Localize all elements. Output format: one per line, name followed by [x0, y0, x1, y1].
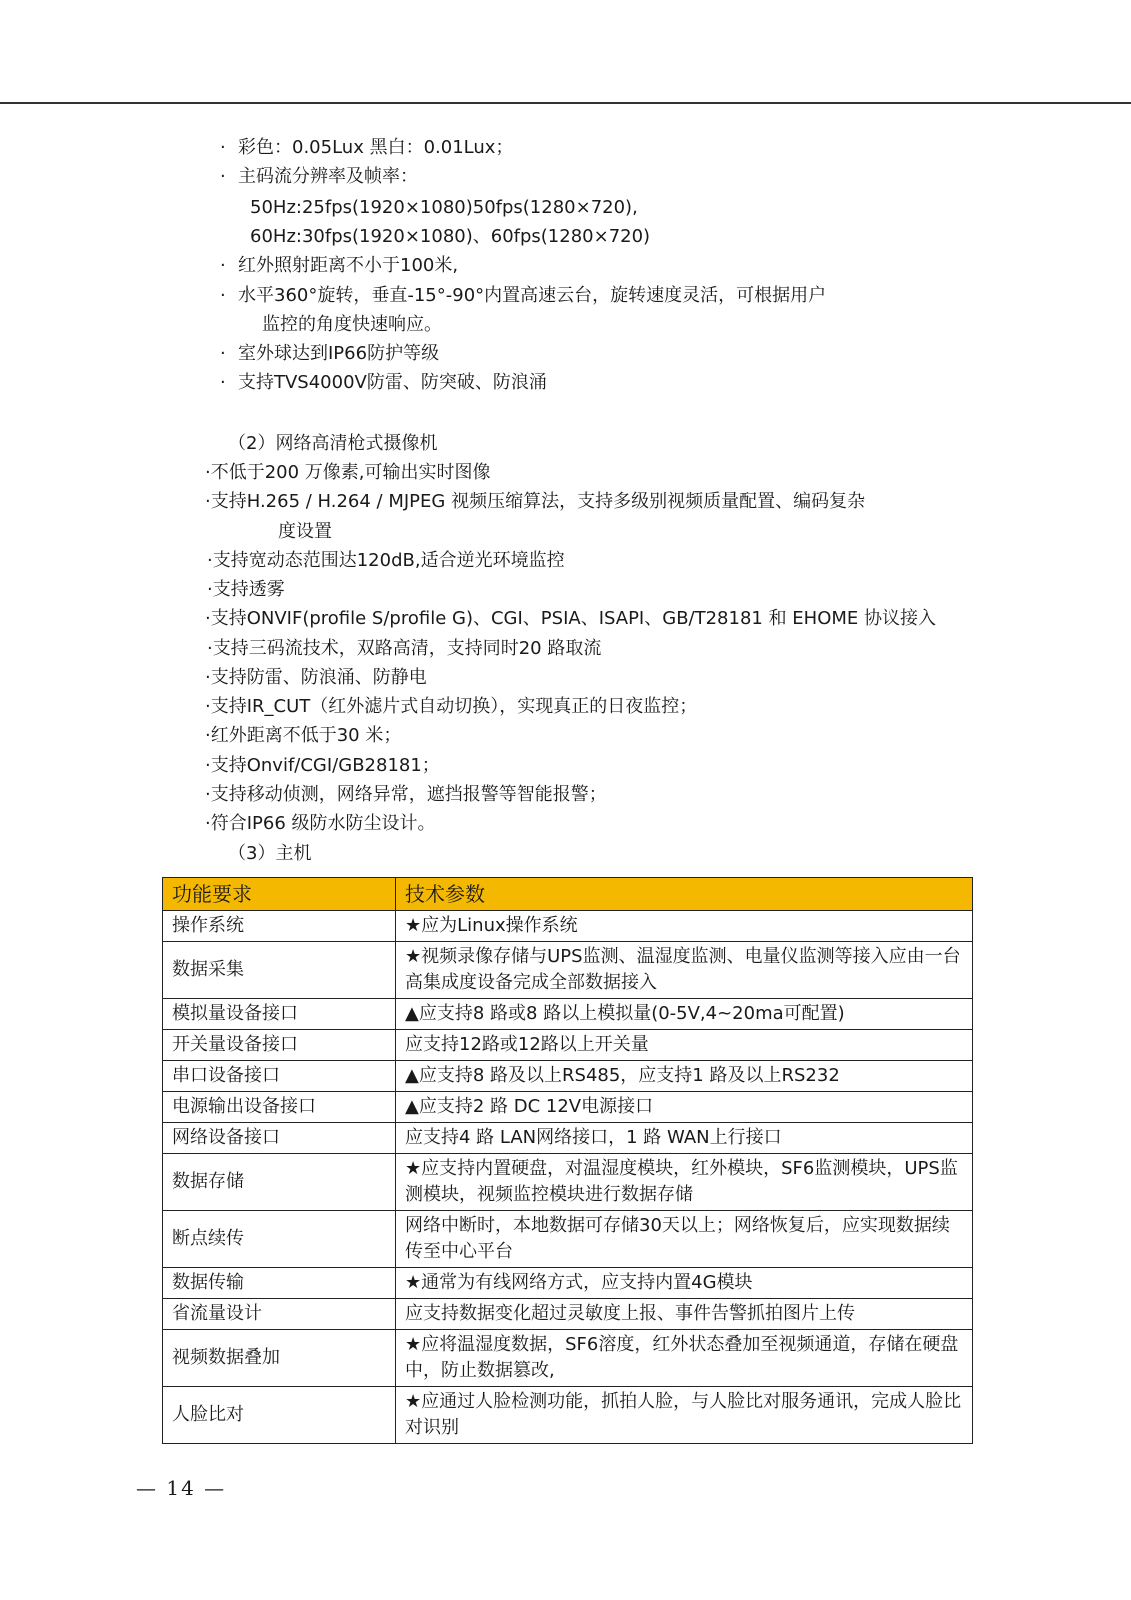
host-spec-table: [162, 877, 973, 1444]
spec-item: · 彩色：0.05Lux 黑白：0.01Lux；: [220, 137, 514, 158]
table-cell-function: 操作系统: [163, 911, 396, 942]
table-header-cell: 技术参数: [396, 878, 973, 911]
table-cell-spec: 应支持4 路 LAN网络接口，1 路 WAN上行接口: [396, 1123, 973, 1154]
section-2-item: ·支持H.265 / H.264 / MJPEG 视频压缩算法，支持多级别视频质量配置、编码复杂: [205, 491, 866, 512]
table-cell-function: 数据传输: [163, 1268, 396, 1299]
table-cell-function: 人脸比对: [163, 1387, 396, 1444]
table-row: [163, 999, 973, 1030]
header-rule: [0, 102, 1131, 104]
section-2-item: ·支持移动侦测，网络异常，遮挡报警等智能报警；: [205, 784, 607, 805]
table-cell-spec: 网络中断时，本地数据可存储30天以上；网络恢复后，应实现数据续传至中心平台: [396, 1211, 973, 1268]
section-2-item: ·支持三码流技术，双路高清，支持同时20 路取流: [207, 638, 602, 659]
spec-item-cont: 监控的角度快速响应。: [262, 314, 442, 335]
section-2-item: ·支持IR_CUT（红外滤片式自动切换），实现真正的日夜监控；: [205, 696, 698, 717]
table-row: [163, 1061, 973, 1092]
table-cell-spec: ★通常为有线网络方式，应支持内置4G模块: [396, 1268, 973, 1299]
spec-item: · 水平360°旋转，垂直-15°-90°内置高速云台，旋转速度灵活，可根据用户: [220, 285, 827, 306]
table-cell-function: 数据存储: [163, 1154, 396, 1211]
section-2-title: （2）网络高清枪式摄像机: [228, 433, 438, 454]
table-cell-spec: ★应将温湿度数据，SF6溶度，红外状态叠加至视频通道，存储在硬盘中，防止数据篡改,: [396, 1330, 973, 1387]
section-2-item-cont: 度设置: [278, 521, 332, 542]
table-cell-function: 串口设备接口: [163, 1061, 396, 1092]
section-2-item: ·符合IP66 级防水防尘设计。: [205, 813, 436, 834]
table-cell-spec: 应支持12路或12路以上开关量: [396, 1030, 973, 1061]
section-2-item: ·支持透雾: [207, 579, 285, 600]
table-cell-function: 电源输出设备接口: [163, 1092, 396, 1123]
table-row: [163, 911, 973, 942]
table-row: [163, 1268, 973, 1299]
spec-item: · 主码流分辨率及帧率：: [220, 166, 418, 187]
table-row: [163, 1092, 973, 1123]
section-2-item: ·支持ONVIF(profile S/profile G)、CGI、PSIA、ISAPI、GB/T28181 和 EHOME 协议接入: [205, 608, 937, 629]
table-cell-function: 视频数据叠加: [163, 1330, 396, 1387]
table-cell-function: 开关量设备接口: [163, 1030, 396, 1061]
table-row: [163, 1123, 973, 1154]
table-row: [163, 1299, 973, 1330]
section-2-item: ·支持宽动态范围达120dB,适合逆光环境监控: [207, 550, 565, 571]
section-2-item: ·红外距离不低于30 米；: [205, 725, 402, 746]
table-cell-spec: ★视频录像存储与UPS监测、温湿度监测、电量仪监测等接入应由一台高集成度设备完成全部数据接入: [396, 942, 973, 999]
table-cell-spec: ▲应支持2 路 DC 12V电源接口: [396, 1092, 973, 1123]
table-header-cell: 功能要求: [163, 878, 396, 911]
table-row: [163, 1387, 973, 1444]
table-cell-spec: ★应为Linux操作系统: [396, 911, 973, 942]
spec-item-cont: 60Hz:30fps(1920×1080)、60fps(1280×720): [250, 226, 651, 247]
table-row: [163, 1030, 973, 1061]
table-cell-spec: 应支持数据变化超过灵敏度上报、事件告警抓拍图片上传: [396, 1299, 973, 1330]
table-row: [163, 1154, 973, 1211]
spec-item: · 红外照射距离不小于100米,: [220, 255, 459, 276]
section-2-item: ·支持Onvif/CGI/GB28181；: [205, 755, 440, 776]
table-cell-function: 省流量设计: [163, 1299, 396, 1330]
table-cell-function: 模拟量设备接口: [163, 999, 396, 1030]
section-2-item: ·不低于200 万像素,可输出实时图像: [205, 462, 491, 483]
section-3-title: （3）主机: [228, 843, 312, 864]
table-cell-spec: ★应支持内置硬盘，对温湿度模块，红外模块，SF6监测模块，UPS监测模块，视频监控模块进行数据存储: [396, 1154, 973, 1211]
table-cell-function: 断点续传: [163, 1211, 396, 1268]
table-row: [163, 1211, 973, 1268]
table-cell-spec: ★应通过人脸检测功能，抓拍人脸，与人脸比对服务通讯，完成人脸比对识别: [396, 1387, 973, 1444]
table-cell-function: 数据采集: [163, 942, 396, 999]
spec-item: · 支持TVS4000V防雷、防突破、防浪涌: [220, 372, 547, 393]
table-cell-spec: ▲应支持8 路及以上RS485，应支持1 路及以上RS232: [396, 1061, 973, 1092]
table-header-row: [163, 878, 973, 911]
table-cell-function: 网络设备接口: [163, 1123, 396, 1154]
spec-item-cont: 50Hz:25fps(1920×1080)50fps(1280×720),: [250, 197, 638, 218]
spec-item: · 室外球达到IP66防护等级: [220, 343, 440, 364]
table-row: [163, 942, 973, 999]
table-row: [163, 1330, 973, 1387]
section-2-item: ·支持防雷、防浪涌、防静电: [205, 667, 427, 688]
page-number: — 14 —: [136, 1476, 227, 1500]
table-cell-spec: ▲应支持8 路或8 路以上模拟量(0-5V,4~20ma可配置): [396, 999, 973, 1030]
